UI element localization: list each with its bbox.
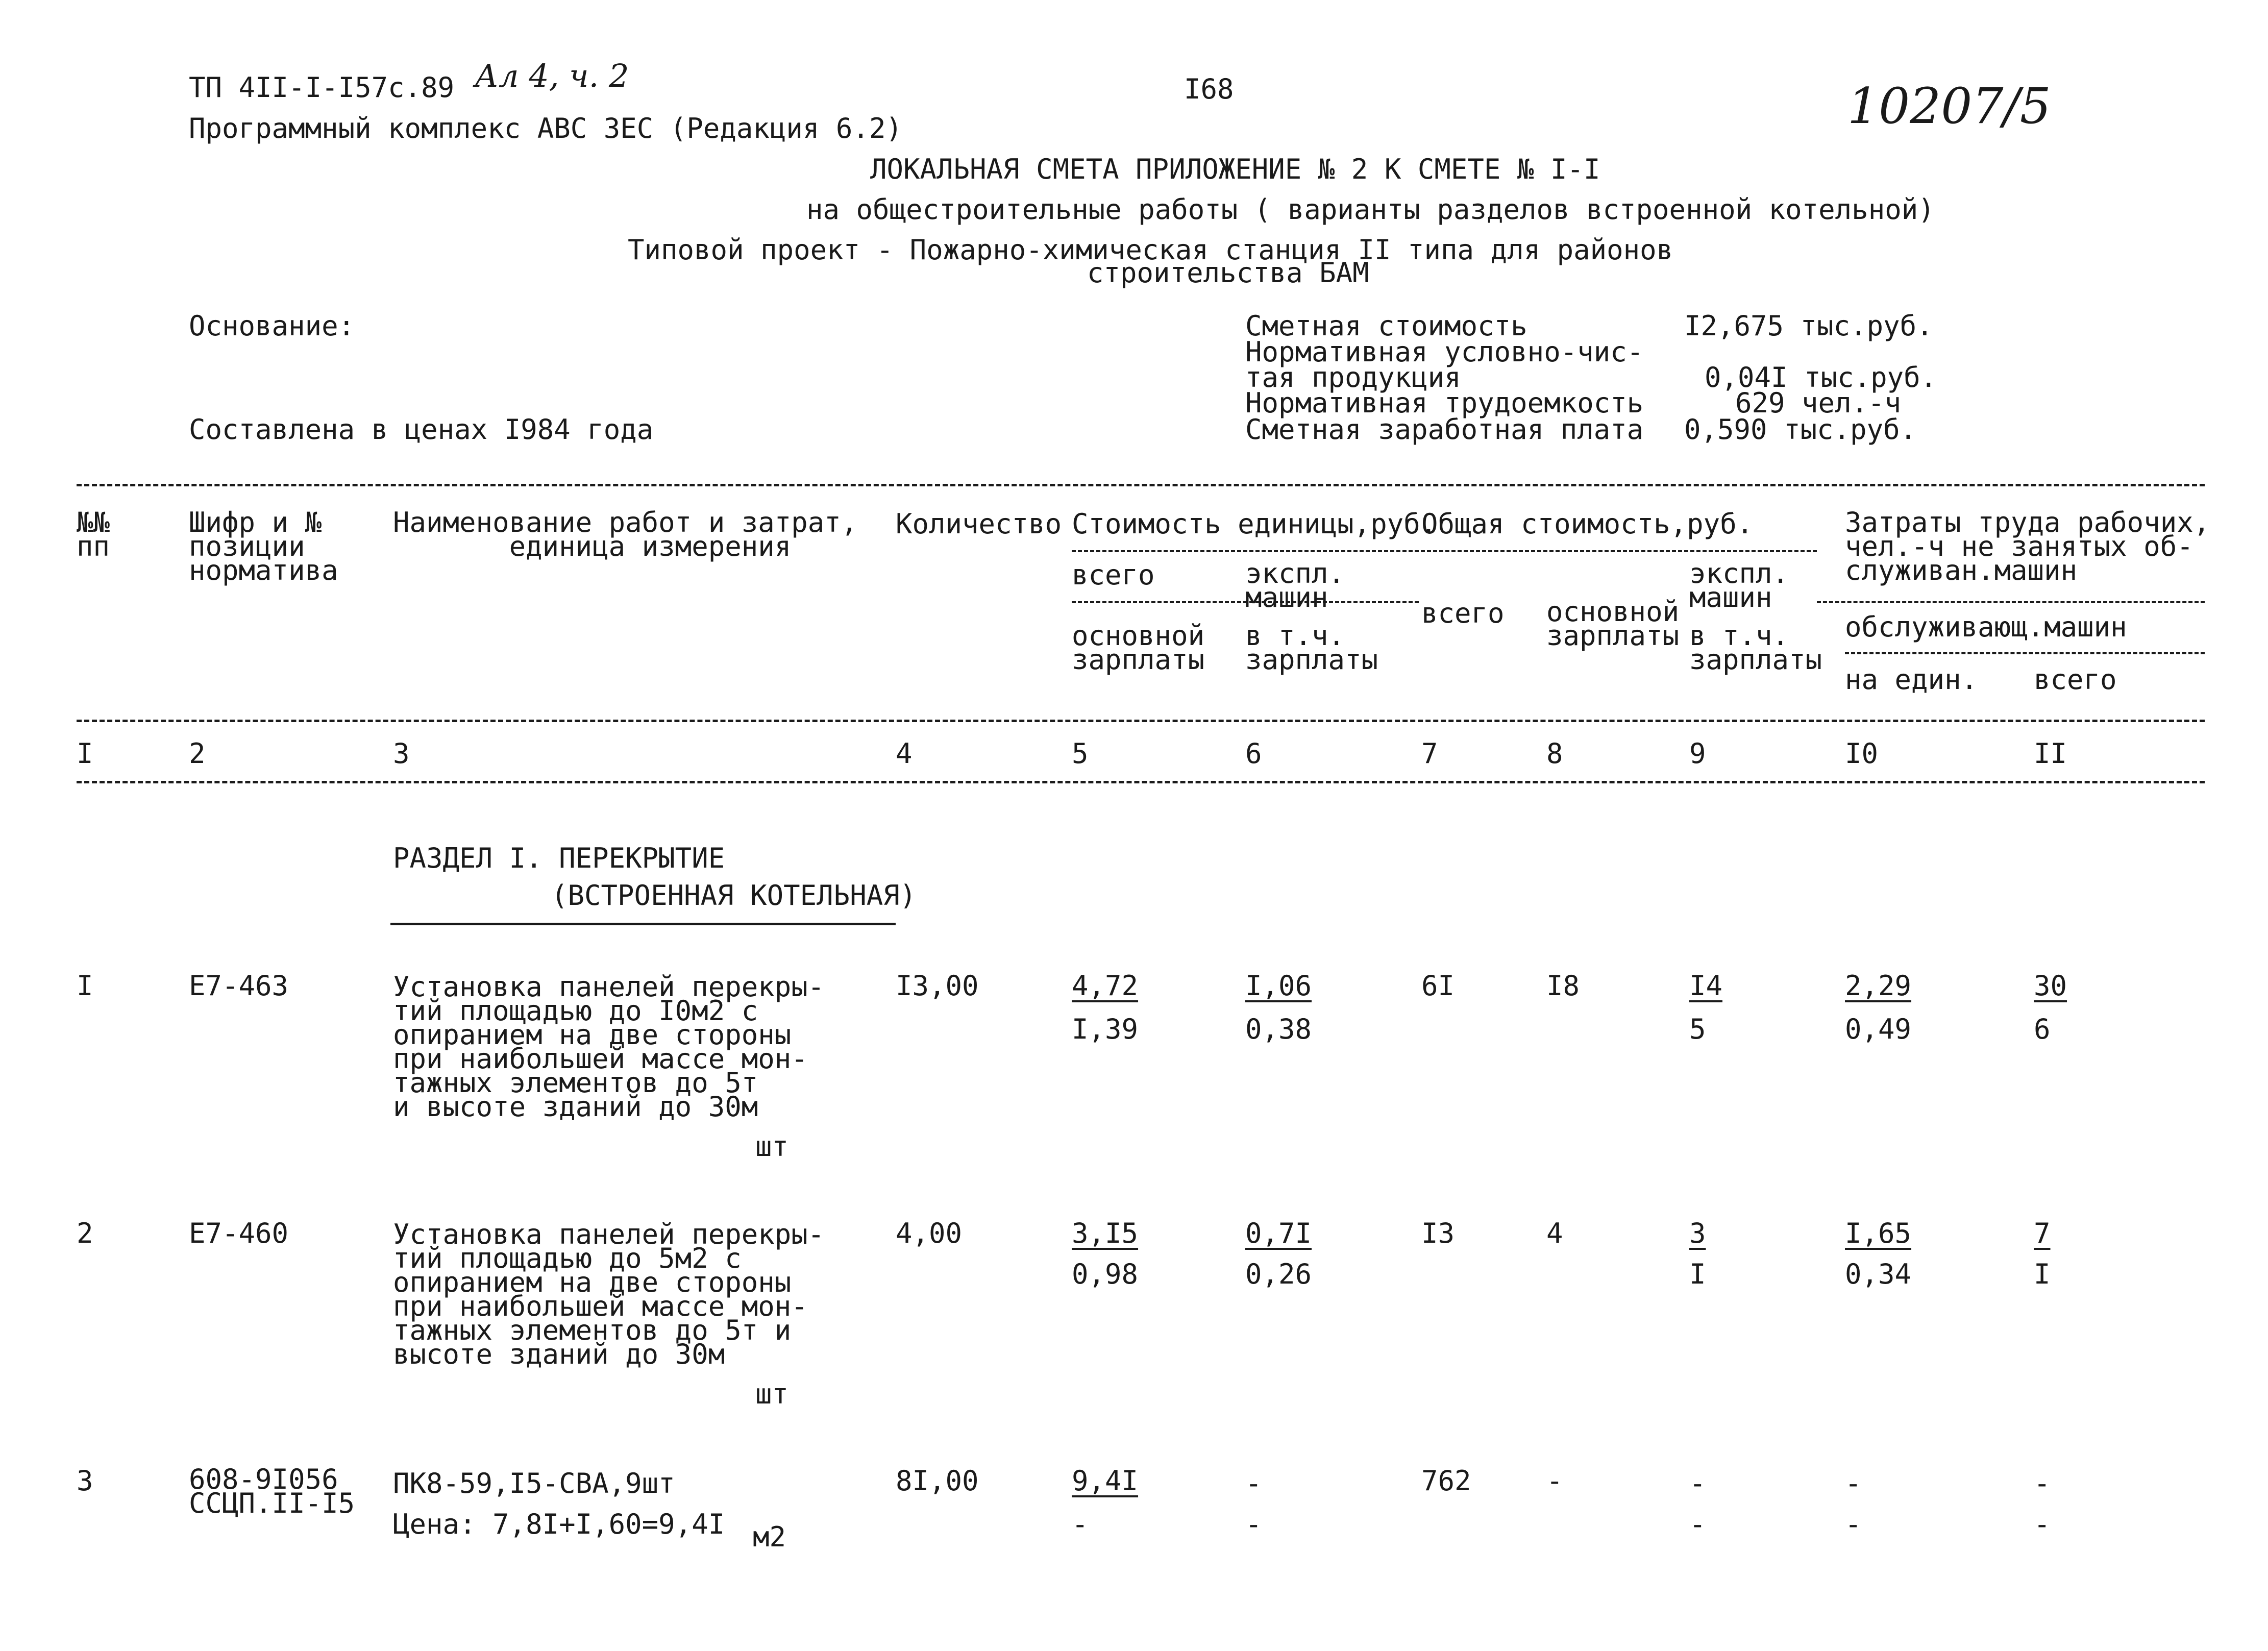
row1-labor-service-unit: 0,49 — [1845, 1013, 1912, 1045]
row3-code: 608-9I056 ССЦП.II-I5 — [189, 1463, 355, 1519]
title-line-2: на общестроительные работы ( варианты разделов встроенной котельной) — [806, 193, 1935, 226]
row3-labor-service-unit: - — [1845, 1508, 1862, 1540]
col-index-11: II — [2034, 737, 2067, 770]
col-code-header: Шифр и № позиции норматива — [189, 506, 338, 586]
row3-unit: м2 — [753, 1521, 786, 1553]
row3-labor-per-unit: - — [1845, 1467, 1862, 1499]
net-product-label-2: тая продукция — [1245, 361, 1461, 393]
price-basis: Составлена в ценах I984 года — [189, 413, 654, 446]
estimated-cost-label: Сметная стоимость — [1245, 310, 1527, 342]
row1-labor-total: 30 — [2034, 970, 2067, 1002]
col-index-10: I0 — [1845, 737, 1879, 770]
col-index-3: 3 — [393, 737, 410, 770]
row1-code: Е7-463 — [189, 970, 289, 1002]
row2-unit-total: 3,I5 — [1072, 1217, 1139, 1249]
col-index-6: 6 — [1245, 737, 1262, 770]
header-bottom-rule — [77, 720, 2205, 722]
row1-total-salary: I8 — [1546, 970, 1580, 1002]
row2-qty: 4,00 — [896, 1217, 963, 1249]
col9-bottom-header: в т.ч. зарплаты — [1689, 620, 1822, 676]
title-line-3: Типовой проект - Пожарно-химическая станция II типа для районов — [628, 234, 1673, 266]
row2-total-machines: 3 — [1689, 1217, 1706, 1249]
row3-unit-machine-salary: - — [1245, 1508, 1262, 1540]
row1-labor-per-unit: 2,29 — [1845, 970, 1912, 1002]
col-qty-header: Количество — [896, 508, 1062, 540]
row3-number: 3 — [77, 1465, 93, 1497]
col11-header: всего — [2034, 663, 2117, 696]
col6-bottom-header: в т.ч. зарплаты — [1245, 620, 1378, 676]
row1-unit-total: 4,72 — [1072, 970, 1139, 1002]
col10-header: на един. — [1845, 663, 1978, 696]
col-index-4: 4 — [896, 737, 913, 770]
col9-top-header: экспл. машин — [1689, 557, 1789, 613]
title-line-4: строительства БАМ — [1087, 257, 1369, 289]
row1-labor-service-total: 6 — [2034, 1013, 2051, 1045]
row1-total-machines: I4 — [1689, 970, 1723, 1002]
net-product-label-1: Нормативная условно-чис- — [1245, 336, 1644, 368]
col-index-1: I — [77, 737, 93, 770]
row3-qty: 8I,00 — [896, 1465, 979, 1497]
row2-unit-salary: 0,98 — [1072, 1258, 1139, 1290]
col7-header: всего — [1421, 597, 1505, 629]
row1-unit: шт — [755, 1130, 789, 1163]
basis-label: Основание: — [189, 310, 355, 342]
labor-intensity-label: Нормативная трудоемкость — [1245, 387, 1644, 419]
header-sub-rule-3 — [1817, 601, 2205, 603]
row1-name: Установка панелей перекры- тий площадью до I0м2 с опиранием на две стороны при наибольшей массе мон- тажных элементов до 5т и высоте зданий до 30м — [393, 971, 825, 1123]
archive-number: 10207/5 — [1847, 78, 2051, 135]
col-index-2: 2 — [189, 737, 206, 770]
row2-unit-machine-salary: 0,26 — [1245, 1258, 1312, 1290]
row2-code: Е7-460 — [189, 1217, 289, 1249]
header-sub-rule-4 — [1845, 652, 2205, 654]
col-index-5: 5 — [1072, 737, 1089, 770]
col5-top-header: всего — [1072, 559, 1155, 591]
row1-number: I — [77, 970, 93, 1002]
col-index-8: 8 — [1546, 737, 1563, 770]
table-top-rule — [77, 484, 2205, 486]
unit-cost-header: Стоимость единицы,руб. — [1072, 508, 1437, 540]
row2-total-machine-salary: I — [1689, 1258, 1706, 1290]
row2-labor-per-unit: I,65 — [1845, 1217, 1912, 1249]
row1-qty: I3,00 — [896, 970, 979, 1002]
row1-total: 6I — [1421, 970, 1455, 1002]
header-sub-rule-2 — [1072, 601, 1419, 603]
labor-intensity-value: 629 чел.-ч — [1735, 387, 1902, 419]
col-index-9: 9 — [1689, 737, 1706, 770]
row3-total-machine-salary: - — [1689, 1508, 1706, 1540]
row3-total: 762 — [1421, 1465, 1471, 1497]
row2-number: 2 — [77, 1217, 93, 1249]
section-subtitle: (ВСТРОЕННАЯ КОТЕЛЬНАЯ) — [551, 879, 917, 911]
row1-unit-salary: I,39 — [1072, 1013, 1139, 1045]
row1-unit-machines: I,06 — [1245, 970, 1312, 1002]
row3-price: Цена: 7,8I+I,60=9,4I — [393, 1508, 725, 1540]
salary-value: 0,590 тыс.руб. — [1684, 413, 1917, 446]
row3-labor-service-total: - — [2034, 1508, 2051, 1540]
row3-unit-salary: - — [1072, 1508, 1089, 1540]
row3-total-salary: - — [1546, 1465, 1563, 1497]
title-line-1: ЛОКАЛЬНАЯ СМЕТА ПРИЛОЖЕНИЕ № 2 К СМЕТЕ № I-I — [870, 153, 1600, 185]
col6-top-header: экспл. машин — [1245, 557, 1345, 613]
row1-total-machine-salary: 5 — [1689, 1013, 1706, 1045]
section-title: РАЗДЕЛ I. ПЕРЕКРЫТИЕ — [393, 842, 725, 874]
labor-header: Затраты труда рабочих, чел.-ч не занятых об- служиван.машин — [1845, 506, 2210, 586]
col5-bottom-header: основной зарплаты — [1072, 620, 1205, 676]
handwritten-note: Ал 4, ч. 2 — [475, 57, 629, 94]
col-number-header: №№ пп — [77, 506, 110, 562]
row2-unit: шт — [755, 1378, 789, 1410]
row2-total: I3 — [1421, 1217, 1455, 1249]
col-index-7: 7 — [1421, 737, 1438, 770]
col-name-header: Наименование работ и затрат, единица измерения — [393, 506, 858, 562]
row1-unit-machine-salary: 0,38 — [1245, 1013, 1312, 1045]
total-cost-header: Общая стоимость,руб. — [1421, 508, 1754, 540]
net-product-value: 0,04I тыс.руб. — [1705, 361, 1937, 393]
row2-labor-total: 7 — [2034, 1217, 2051, 1249]
program-name: Программный комплекс АВС ЗЕС (Редакция 6.2) — [189, 112, 902, 144]
document-code: ТП 4II-I-I57с.89 — [189, 71, 455, 104]
row2-total-salary: 4 — [1546, 1217, 1563, 1249]
row2-unit-machines: 0,7I — [1245, 1217, 1312, 1249]
row3-unit-machines: - — [1245, 1467, 1262, 1499]
salary-label: Сметная заработная плата — [1245, 413, 1644, 446]
row3-total-machines: - — [1689, 1467, 1706, 1499]
estimated-cost-value: I2,675 тыс.руб. — [1684, 310, 1933, 342]
header-sub-rule-1 — [1072, 550, 1817, 552]
row3-unit-total: 9,4I — [1072, 1465, 1139, 1497]
row2-labor-service-total: I — [2034, 1258, 2051, 1290]
row3-labor-total: - — [2034, 1467, 2051, 1499]
col8-header: основной зарплаты — [1546, 596, 1680, 652]
row3-name: ПК8-59,I5-СВА,9шт — [393, 1467, 675, 1499]
page-number: I68 — [1184, 73, 1234, 105]
row2-name: Установка панелей перекры- тий площадью до 5м2 с опиранием на две стороны при наибольшей массе мон- тажных элементов до 5т и высоте зданий до 30м — [393, 1218, 825, 1370]
row2-labor-service-unit: 0,34 — [1845, 1258, 1912, 1290]
service-machines-header: обслуживающ.машин — [1845, 611, 2127, 643]
index-bottom-rule — [77, 781, 2205, 783]
section-underline — [390, 923, 896, 925]
